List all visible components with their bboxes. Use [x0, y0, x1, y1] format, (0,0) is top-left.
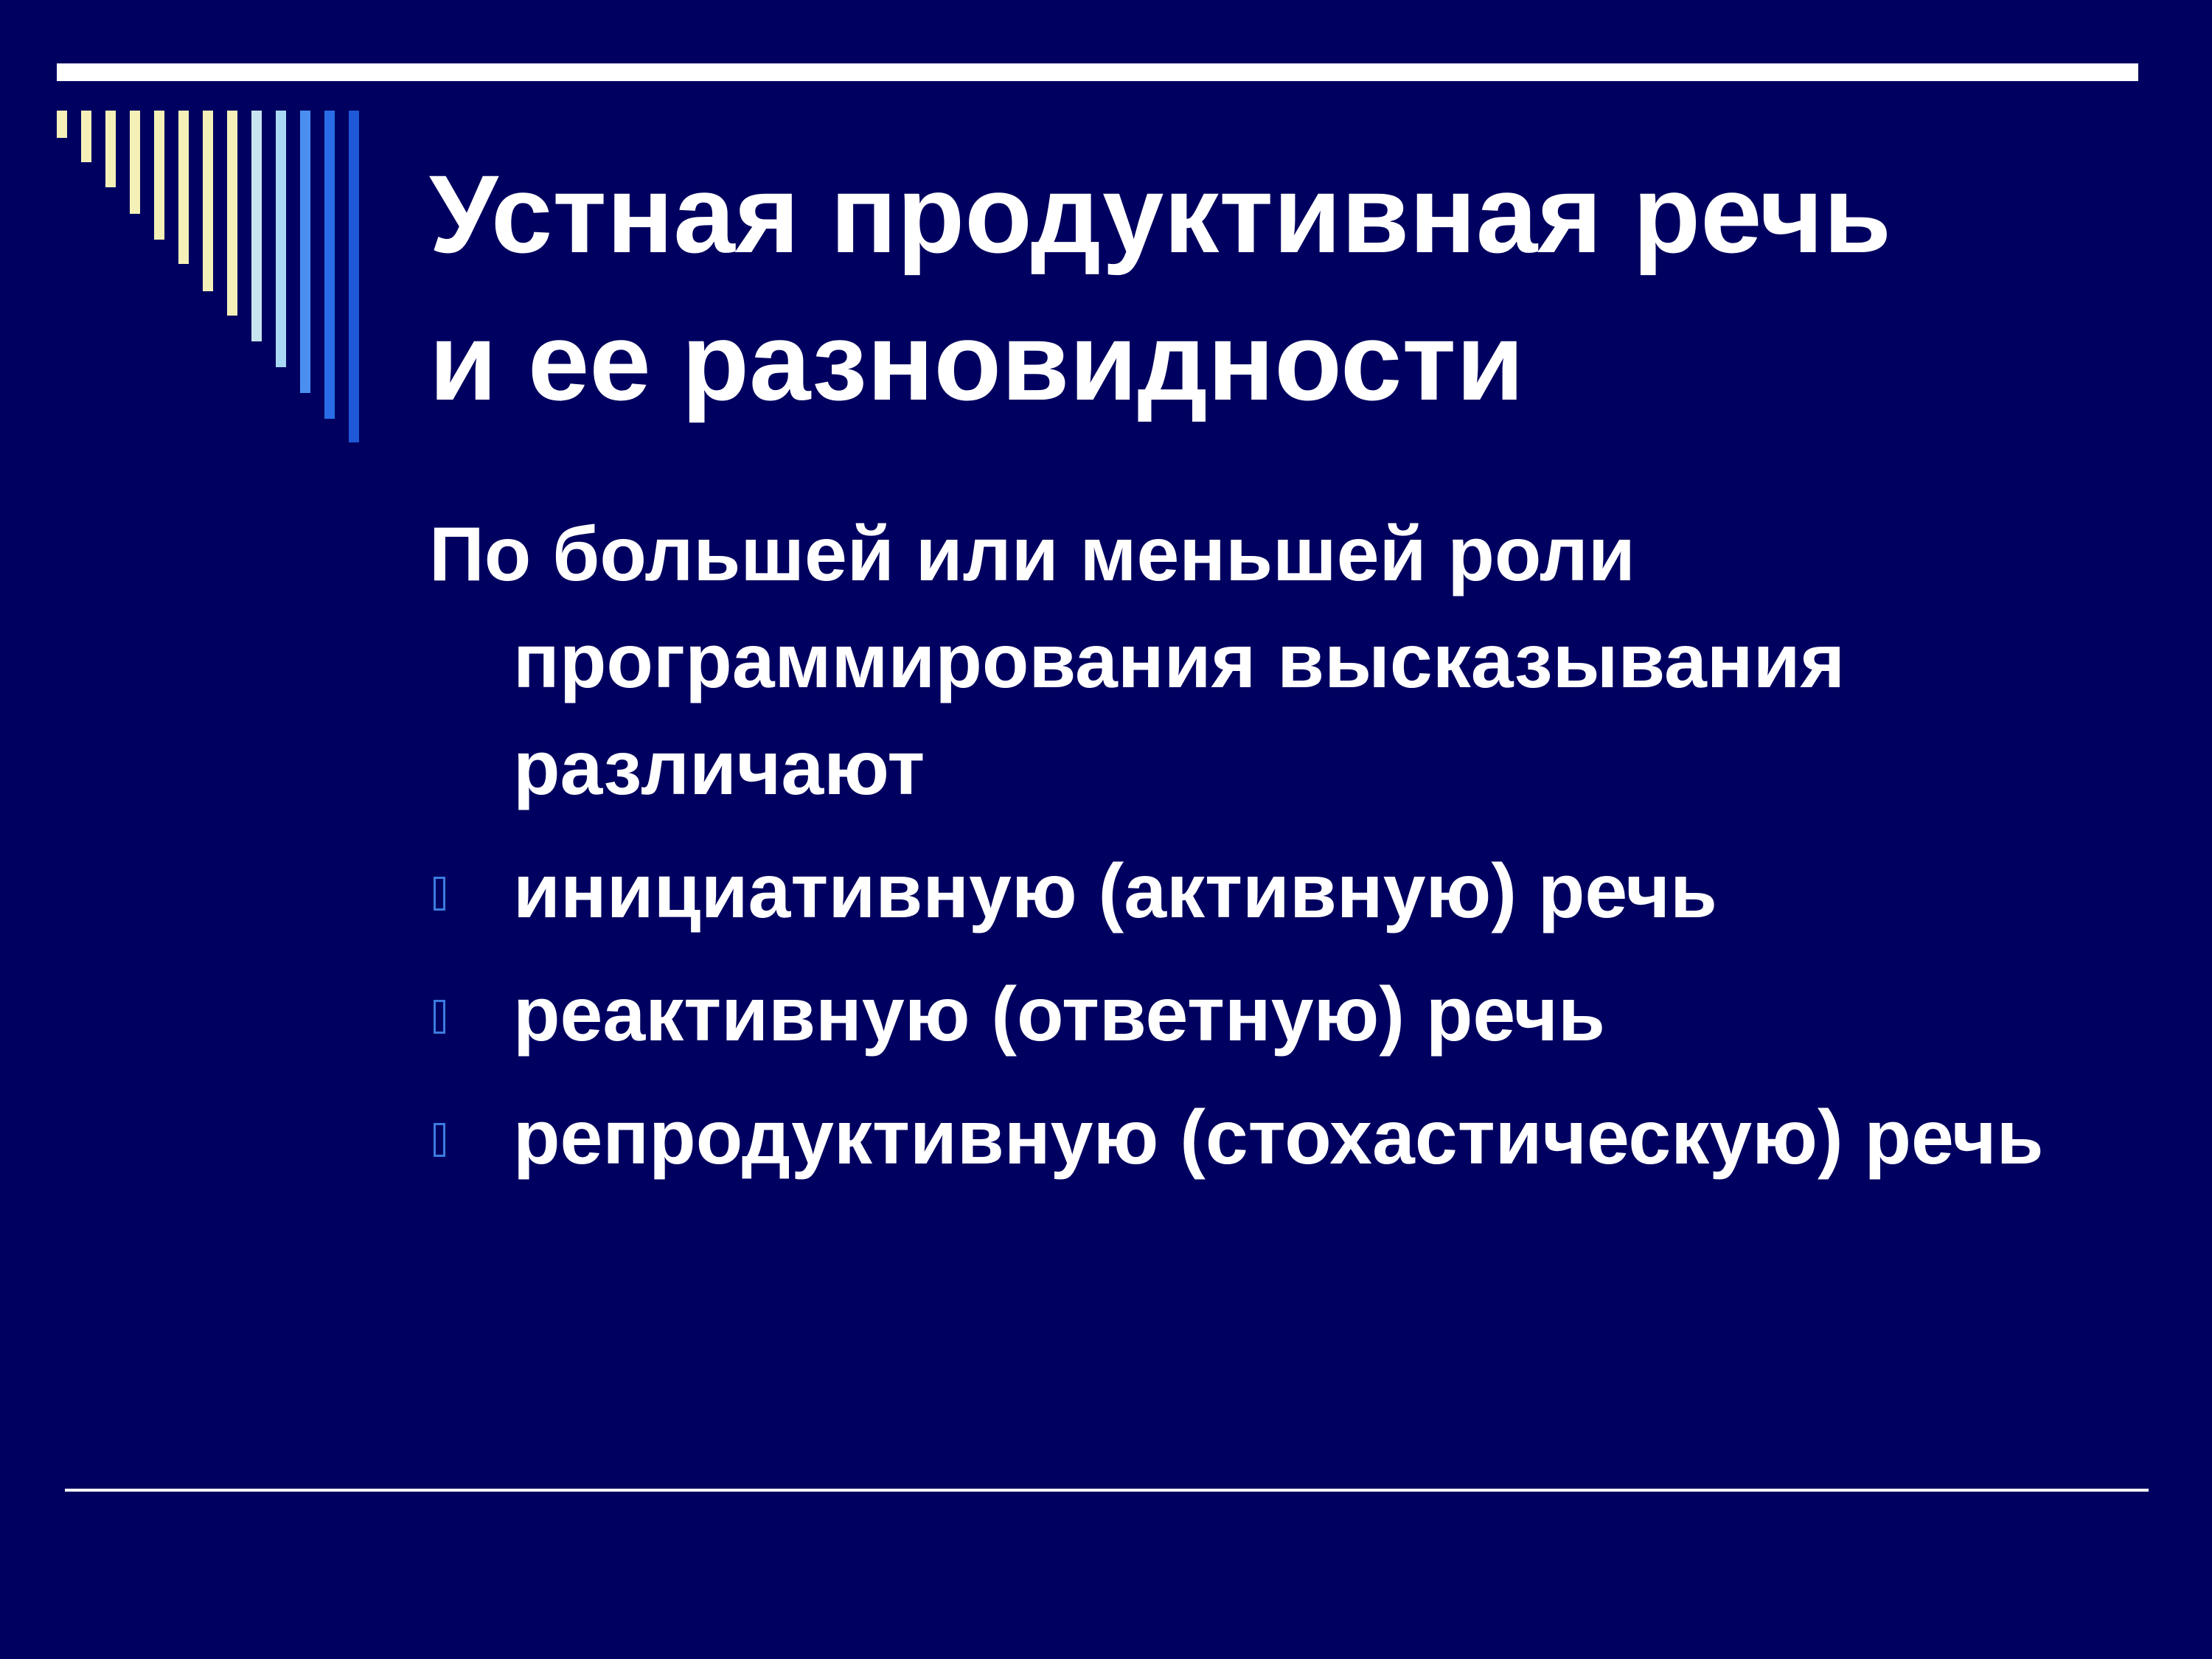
- title-line-2: и ее разновидности: [429, 299, 1525, 423]
- stripe-10: [276, 111, 286, 367]
- stripe-12: [324, 111, 335, 419]
- stripe-3: [105, 111, 116, 187]
- bullet-text-2: реактивную (ответную) речь: [513, 972, 1605, 1057]
- stripe-1: [57, 111, 67, 138]
- stripe-11: [300, 111, 310, 393]
- stripe-8: [227, 111, 237, 316]
- bullet-text-3: репродуктивную (стохастическую) речь: [513, 1095, 2044, 1180]
- stripe-7: [203, 111, 213, 291]
- square-bullet-icon: [434, 1000, 445, 1034]
- bullet-item-1: [429, 838, 2125, 945]
- stripe-2: [81, 111, 91, 162]
- stripe-9: [251, 111, 262, 341]
- bullet-item-2: [429, 961, 2125, 1068]
- stripe-13: [349, 111, 359, 442]
- stripe-5: [154, 111, 164, 240]
- square-bullet-icon: [434, 1123, 445, 1157]
- stripe-6: [178, 111, 189, 264]
- bullet-item-3: [429, 1085, 2125, 1192]
- stripe-4: [130, 111, 140, 214]
- square-bullet-icon: [434, 877, 445, 911]
- top-rule-divider: [57, 63, 2138, 81]
- title-line-1: Устная продуктивная речь: [429, 152, 1892, 276]
- slide-body: [429, 501, 2125, 1208]
- intro-paragraph: По большей или меньшей роли программирования высказывания различают: [429, 512, 1846, 811]
- bullet-text-1: инициативную (активную) речь: [513, 849, 1717, 934]
- slide-title: [429, 140, 2125, 435]
- bottom-rule-divider: [65, 1489, 2149, 1492]
